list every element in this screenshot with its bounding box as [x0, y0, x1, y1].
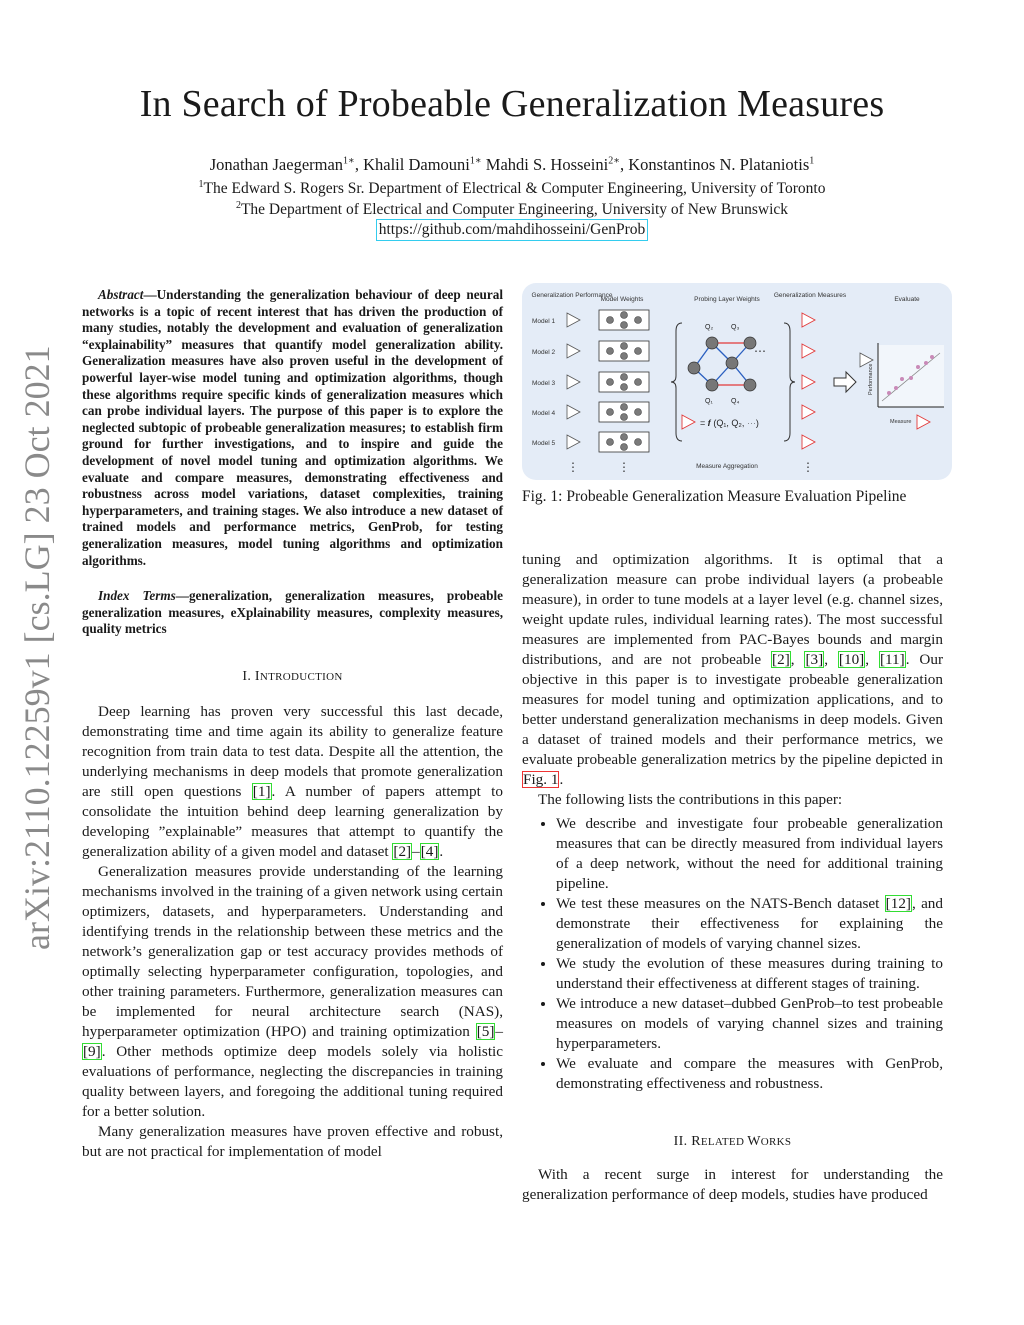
model-label: Model 5: [532, 440, 556, 447]
text: .: [559, 771, 564, 788]
citation-link[interactable]: [3]: [805, 651, 824, 668]
affiliation-text: The Department of Electrical and Computer Engineering, University of New Brunswick: [240, 201, 789, 219]
author-sep: ,: [354, 155, 364, 174]
citation-link[interactable]: [1]: [252, 783, 271, 800]
header-evaluate: Evaluate: [894, 296, 920, 303]
list-item: • We introduce a new dataset–dubbed GenProb–to test probeable measures on models of varying channel sizes and training hyperparameters.: [556, 994, 943, 1054]
affiliation-sup: 1: [198, 179, 204, 190]
arxiv-stamp-text: arXiv:2110.12259v1 [cs.LG] 23 Oct 2021: [17, 345, 57, 950]
arxiv-stamp: [12, 340, 62, 960]
header-generalization-performance: Generalization Performance: [531, 292, 613, 299]
text: , and demonstrate their effectiveness for explaining the generalization of models of varying channel sizes.: [556, 895, 943, 952]
figure-1-pipeline: [522, 283, 952, 480]
list-item: [556, 894, 943, 954]
ellipsis-horizontal: ⋯: [754, 344, 766, 358]
citation-link[interactable]: [10]: [838, 651, 865, 668]
affiliation-sup: 2: [235, 200, 241, 211]
list-item: • We describe and investigate four probeable generalization measures that can be directly measured from individual layers of a deep network, without the need for additional training pipeline.: [556, 814, 943, 894]
intro-paragraph-1: [82, 702, 503, 862]
section-initial: W: [747, 1134, 761, 1149]
text: . Our objective in this paper is to investigate probeable generalization measures for model tuning and optimization applications, and to better understand generalization mechanisms in deep models. Given a dataset of trained models and their performance metrics, we evaluate probeable generalization metrics by the pipeline depicted in: [522, 651, 944, 768]
ellipsis-vertical: ⋮: [618, 460, 630, 474]
text: –: [495, 1023, 503, 1040]
q-label: Q₄: [731, 398, 740, 405]
q-label: Q₃: [731, 324, 740, 331]
index-terms-text: —generalization, generalization measures, probeable generalization measures, eXplainability measures, complexity measures, quality metrics: [82, 588, 503, 637]
section-initial: I: [254, 669, 260, 684]
model-label: Model 4: [532, 410, 556, 417]
author-sep: ,: [619, 155, 629, 174]
text: Generalization measures provide understanding of the learning mechanisms involved in the training of a given network using certain optimizers, datasets, and hyperparameters. Understanding and identifying trends in the relationship between these metrics and the network’s generalization gap or test accuracy provides methods of optimally selecting hyperparameter configuration, topologies, and other training parameters. Furthermore, generalization measures can be implemented for neural architecture search (NAS), hyperparameter optimization (HPO) and training optimization: [82, 863, 503, 1040]
citation-link[interactable]: [2]: [772, 651, 790, 668]
affiliation-2: [0, 200, 1024, 219]
text: Deep learning has proven very successful this last decade, demonstrating time and time again its ability to generalize feature recognition from train data to test data. Despite all the attention, the underlying mechanisms in deep models that promote generalization are still open questions: [82, 703, 503, 800]
text: tuning and optimization algorithms. It is optimal that a generalization measure can probe individual layers (a probeable measure), in order to tune models at a layer level (e.g. channel sizes, weight update rules, individual learning rates). The most successful measures are implemented from PAC-Bayes bounds and margin distributions, and are not probeable: [522, 551, 943, 668]
contributions-list: [522, 814, 943, 1094]
citation-link[interactable]: [5]: [476, 1023, 495, 1040]
section-heading-introduction: [82, 669, 503, 685]
right-paragraph-1: tuning and optimization algorithms. It is optimal that a generalization measure can probe individual layers (a probeable measure), in order to tune models at a layer level (e.g. channel sizes, weight update rules, individual learning rates). The most successful measures are implemented from PAC-Bayes bounds and margin distributions, and are not probeable [2], [3], [10], [11]. Our objective in this paper is to investigate probeable generalization measures for model tuning and optimization applications, and to better understand generalization mechanisms in deep models. Given a dataset of trained models and their performance metrics, we evaluate probeable generalization metrics by the pipeline depicted in Fig. 1.: [522, 551, 944, 788]
author-name: Mahdi S. Hosseini: [485, 155, 609, 174]
figure-reference-link[interactable]: Fig. 1: [523, 771, 559, 788]
index-terms-label: Index Terms: [98, 588, 176, 603]
author-name: Khalil Damouni: [363, 155, 470, 174]
citation-link[interactable]: [4]: [420, 843, 439, 860]
author-sup: 1: [809, 155, 815, 167]
list-item: • We study the evolution of these measures during training to understand their effectiveness at different stages of training.: [556, 954, 943, 994]
text: .: [439, 843, 444, 860]
text: . A number of papers attempt to consolidate the intuition behind deep learning generalization by developing ”explainable” measures that attempt to quantify the generalization ability of a given model and dataset: [82, 783, 503, 860]
related-paragraph-1: With a recent surge in interest for understanding the generalization performance of deep models, studies have produced: [522, 1166, 943, 1203]
model-label: Model 2: [532, 349, 556, 356]
ellipsis-vertical: ⋮: [567, 460, 579, 474]
citation-link[interactable]: [11]: [879, 651, 905, 668]
paper-title: In Search of Probeable Generalization Measures: [139, 83, 885, 125]
author-sup: 1∗: [469, 155, 482, 167]
section-number: II.: [673, 1134, 692, 1149]
header-probing-layer-weights: Probing Layer Weights: [694, 296, 760, 303]
author-sup: 1∗: [343, 155, 355, 167]
author-sup: 2∗: [608, 155, 620, 167]
section-number: I.: [242, 669, 255, 684]
list-item: • We evaluate and compare the measures with GenProb, demonstrating effectiveness and robustness.: [556, 1054, 943, 1094]
model-label: Model 1: [532, 318, 556, 325]
abstract: [82, 287, 503, 569]
aggregation-formula: = 𝒇 (Q₁, Q₂, ⋯): [700, 418, 759, 428]
axis-label-measure: Measure: [890, 419, 912, 425]
right-paragraph-2: The following lists the contributions in this paper:: [538, 791, 843, 808]
figure-caption: Fig. 1: Probeable Generalization Measure Evaluation Pipeline: [522, 488, 907, 505]
section-rest: NTRODUCTION: [259, 671, 343, 683]
q-label: Q₁: [705, 398, 713, 405]
citation-link[interactable]: [9]: [83, 1043, 101, 1060]
author-list: [0, 155, 1024, 175]
ellipsis-vertical: ⋮: [802, 460, 814, 474]
measure-aggregation-label: Measure Aggregation: [696, 463, 758, 470]
introduction-body: [82, 702, 503, 1162]
intro-paragraph-3: Many generalization measures have proven effective and robust, but are not practical for implementation of model: [82, 1123, 503, 1160]
affiliation-text: The Edward S. Rogers Sr. Department of Electrical & Computer Engineering, University of Toronto: [203, 180, 826, 198]
index-terms: [82, 588, 503, 638]
section-rest: ELATED: [700, 1136, 748, 1148]
axis-label-performance: Performance: [868, 363, 874, 395]
text: –: [412, 843, 420, 860]
abstract-text: —Understanding the generalization behaviour of deep neural networks is a topic of recent interest that has driven the production of many studies, notably the development and evaluation of generalization “explainability” measures that quantify model generalization ability. Generalization measures have also proven useful in the development of powerful layer-wise model tuning and optimization algorithms, though these algorithms require specific kinds of generalization measures which can probe individual layers. The purpose of this paper is to explore the neglected subtopic of probeable generalization measures; to establish firm ground for further investigations, and to inspire and guide the development of novel model tuning and optimization algorithms. We evaluate and compare measures, demonstrating effectiveness and robustness across model variations, dataset complexities, training hyperparameters, and training stages. We also introduce a new dataset of trained models and performance metrics, GenProb, for testing generalization measures, model tuning algorithms and optimization algorithms.: [82, 287, 503, 568]
header-generalization-measures: Generalization Measures: [773, 292, 847, 299]
author-name: Jonathan Jaegerman: [209, 155, 344, 174]
abstract-label: Abstract: [98, 287, 144, 302]
section-rest: ORKS: [760, 1136, 792, 1148]
header-model-weights: Model Weights: [600, 296, 644, 303]
model-label: Model 3: [532, 380, 556, 387]
author-name: Konstantinos N. Plataniotis: [628, 155, 810, 174]
citation-link[interactable]: [2]: [393, 843, 412, 860]
repo-link[interactable]: https://github.com/mahdihosseini/GenProb: [376, 219, 649, 241]
related-works-body: [522, 1165, 943, 1205]
citation-link[interactable]: [12]: [885, 895, 911, 912]
affiliation-1: [0, 179, 1024, 198]
intro-paragraph-2: [82, 862, 503, 1122]
right-column-body: [522, 550, 943, 1094]
section-heading-related-works: [522, 1134, 943, 1150]
text: . Other methods optimize deep models solely via holistic evaluations of performance, neglecting the discrepancies in training quality between layers, and foregoing the additional tuning required for a better solution.: [82, 1043, 503, 1120]
section-initial: R: [691, 1134, 701, 1149]
q-label: Q₂: [705, 324, 714, 331]
text: We test these measures on the NATS-Bench dataset: [556, 895, 885, 912]
